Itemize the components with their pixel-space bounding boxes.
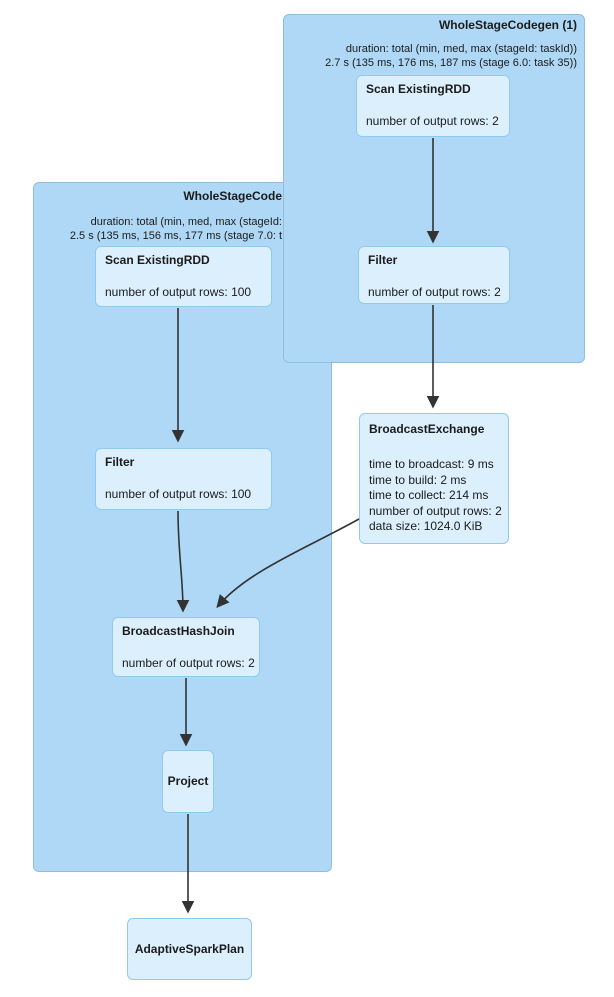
node-title: BroadcastExchange — [369, 422, 485, 436]
node-title: Scan ExistingRDD — [105, 253, 210, 267]
node-metric: time to collect: 214 ms — [369, 488, 489, 502]
node-title: Filter — [105, 455, 135, 469]
node-title: BroadcastHashJoin — [122, 624, 235, 638]
node-metric: time to broadcast: 9 ms — [369, 457, 494, 471]
node-title: Scan ExistingRDD — [366, 82, 471, 96]
cluster-title: WholeStageCode — [183, 189, 282, 203]
node-metric: number of output rows: 100 — [105, 487, 252, 501]
node-title: Filter — [368, 253, 398, 267]
plan-node-broadcast-hash-join[interactable] — [112, 617, 260, 677]
cluster-duration — [70, 216, 282, 243]
node-metric: number of output rows: 2 — [366, 114, 499, 128]
plan-node-project[interactable] — [162, 750, 214, 813]
duration-value: 2.7 s (135 ms, 176 ms, 187 ms (stage 6.0: task 35)) — [325, 56, 577, 69]
node-metric: data size: 1024.0 KiB — [369, 519, 483, 533]
cluster-duration — [325, 43, 577, 70]
plan-node-scan-existingrdd-1[interactable] — [356, 75, 510, 137]
node-metric: number of output rows: 2 — [368, 285, 501, 299]
cluster-title: WholeStageCodegen (1) — [438, 18, 577, 32]
plan-node-broadcast-exchange[interactable] — [359, 413, 509, 544]
plan-node-scan-existingrdd-2[interactable] — [95, 246, 272, 307]
duration-label: duration: total (min, med, max (stageId: taskId)) — [345, 43, 577, 55]
plan-node-filter-2[interactable] — [95, 448, 272, 510]
node-metric: number of output rows: 2 — [122, 656, 255, 670]
node-title: AdaptiveSparkPlan — [134, 941, 245, 956]
plan-node-adaptive-spark-plan[interactable] — [127, 918, 252, 980]
node-metric: number of output rows: 2 — [369, 503, 502, 518]
duration-label: duration: total (min, med, max (stageId: — [90, 216, 282, 228]
node-metrics — [369, 457, 502, 535]
node-metric: time to build: 2 ms — [369, 472, 467, 487]
node-metric: number of output rows: 100 — [105, 285, 252, 299]
duration-value: 2.5 s (135 ms, 156 ms, 177 ms (stage 7.0: t — [69, 229, 282, 242]
node-title: Project — [167, 774, 209, 788]
wholestagecodegen-1-cluster — [283, 14, 585, 363]
plan-node-filter-1[interactable] — [358, 246, 510, 304]
